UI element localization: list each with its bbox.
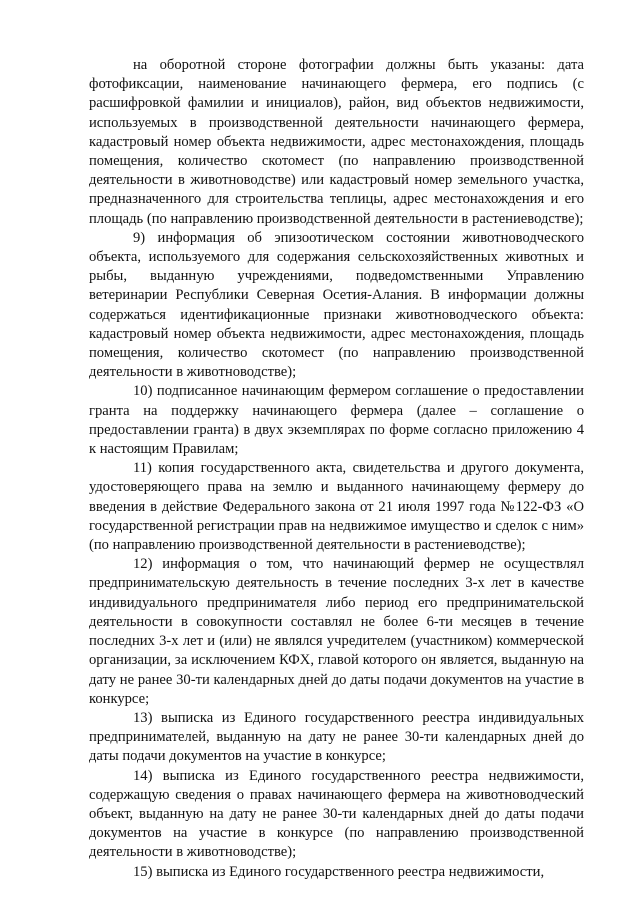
document-page <box>89 56 584 882</box>
paragraph-item-12: 12) информация о том, что начинающий фермер не осуществлял предпринимательскую деятельность в течение последних 3-х лет в качестве индивидуального предпринимателя либо период его предпринимательской деятельности в совокупности составлял не более 6-ти месяцев в течение последних 3-х лет и (или) не являлся учредителем (участником) коммерческой организации, за исключением КФХ, главой которого он является, выданную на дату не ранее 30-ти календарных дней до даты подачи документов на участие в конкурсе; <box>89 556 584 707</box>
paragraph-photo-requirements: на оборотной стороне фотографии должны быть указаны: дата фотофиксации, наименование начинающего фермера, его подпись (с расшифровкой фамилии и инициалов), район, вид объектов недвижимости, используемых в производственной деятельности начинающего фермера, кадастровый номер объекта недвижимости, адрес местонахождения, площадь помещения, количество скотомест (по направлению производственной деятельности в животноводстве) или кадастровый номер земельного участка, предназначенного для строительства теплицы, адрес местонахождения и его площадь (по направлению производственной деятельности в растениеводстве); <box>89 57 584 227</box>
paragraph-item-13: 13) выписка из Единого государственного реестра индивидуальных предпринимателей, выданную на дату не ранее 30-ти календарных дней до даты подачи документов на участие в конкурсе; <box>89 709 584 765</box>
paragraph-item-15: 15) выписка из Единого государственного реестра недвижимости, <box>133 863 545 880</box>
paragraph-item-14: 14) выписка из Единого государственного реестра недвижимости, содержащую сведения о правах начинающего фермера на животноводческий объект, выданную на дату не ранее 30-ти календарных дней до даты подачи документов на участие в конкурсе (по направлению производственной деятельности в животноводстве); <box>89 767 584 861</box>
paragraph-item-11: 11) копия государственного акта, свидетельства и другого документа, удостоверяющего права на землю и выданного начинающему фермеру до введения в действие Федерального закона от 21 июля 1997 года №122-ФЗ «О государственной регистрации прав на недвижимое имущество и сделок с ним» (по направлению производственной деятельности в растениеводстве); <box>89 460 584 554</box>
paragraph-item-9: 9) информация об эпизоотическом состоянии животноводческого объекта, используемого для содержания сельскохозяйственных животных и рыбы, выданную учреждениями, подведомственными Управлению ветеринарии Республики Северная Осетия-Алания. В информации должны содержаться идентификационные признаки животноводческого объекта: кадастровый номер объекта недвижимости, адрес местонахождения, площадь помещения, количество скотомест (по направлению производственной деятельности в животноводстве); <box>89 229 584 381</box>
paragraph-item-10: 10) подписанное начинающим фермером соглашение о предоставлении гранта на поддержку начинающего фермера (далее – соглашение о предоставлении гранта) в двух экземплярах по форме согласно приложению 4 к настоящим Правилам; <box>89 383 584 458</box>
